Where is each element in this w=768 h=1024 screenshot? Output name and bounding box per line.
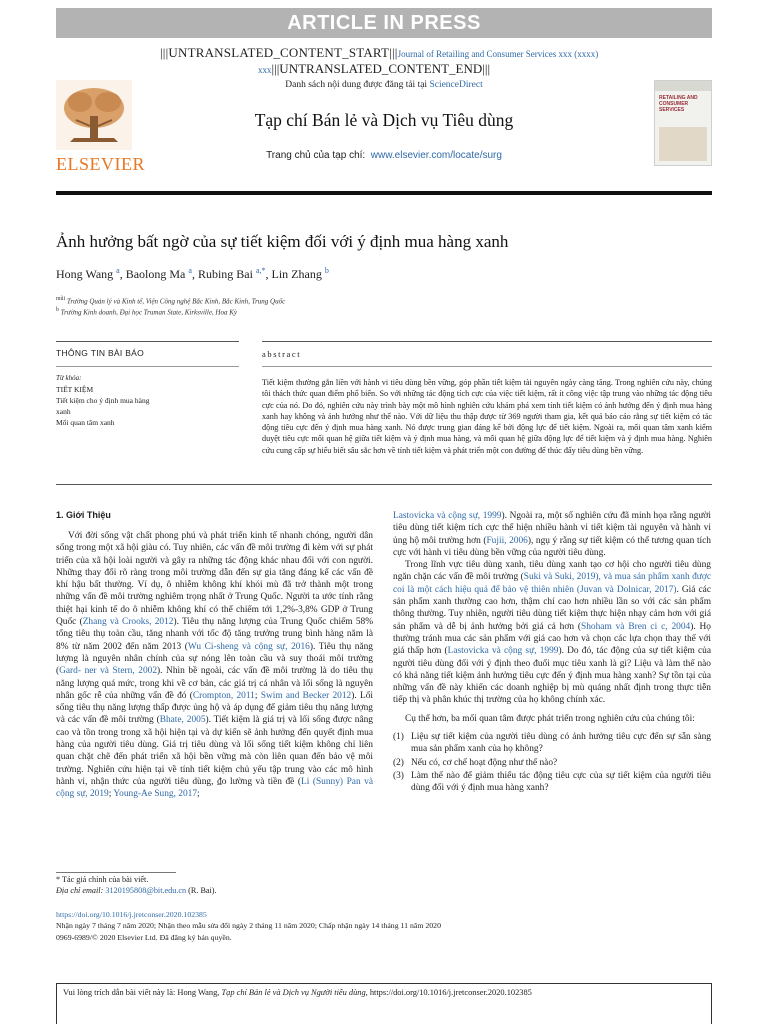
journal-header — [56, 76, 712, 182]
list-item-number: (3) — [393, 770, 404, 781]
author-affiliation-mark[interactable]: a — [116, 266, 120, 275]
list-item — [393, 770, 711, 795]
intro-left-column — [56, 530, 373, 801]
doi-link[interactable]: https://doi.org/10.1016/j.jretconser.2020.102385 — [56, 910, 207, 919]
abstract-heading: abstract — [262, 349, 302, 359]
author-list: Hong Wang $^a$, Baolong Ma $^a$, Rubing Bai $^{a,*}$, Lin Zhang $^b$ — [56, 266, 329, 281]
keywords-label: Từ khóa: — [56, 374, 82, 382]
received-dates: Nhận ngày 7 tháng 7 năm 2020; Nhận theo mẫu sửa đổi ngày 2 tháng 11 năm 2020; Chấp nhận ngày 14 tháng 11 năm 2020 — [56, 921, 441, 930]
article-in-press-banner: ARTICLE IN PRESS — [56, 8, 712, 38]
copyright-line: 0969-6989/© 2020 Elsevier Ltd. Đã đăng ký bản quyền. — [56, 933, 232, 942]
article-info-heading: THÔNG TIN BÀI BÁO — [56, 348, 145, 358]
cover-title: RETAILING AND CONSUMER SERVICES — [659, 95, 698, 113]
email-note — [56, 885, 217, 896]
untranslated-line-top — [160, 46, 620, 61]
untranslated-end-marker: |||UNTRANSLATED_CONTENT_END||| — [271, 61, 491, 76]
author-name[interactable]: Rubing Bai — [197, 267, 253, 281]
citation-link[interactable]: Shoham và Bren ci c, 2004 — [581, 621, 691, 632]
citation-prefix: Vui lòng trích dẫn bài viết này là: Hong Wang, — [63, 988, 220, 997]
intro-paragraph: Cụ thể hơn, ba mối quan tâm được phát triển trong nghiên cứu của chúng tôi: — [405, 713, 695, 724]
citation-link[interactable]: Gard- ner và Stern, 2002 — [59, 666, 158, 677]
header-divider — [56, 191, 712, 195]
keyword: TIẾT KIỆM — [56, 385, 94, 394]
citation-link[interactable]: Bhate, 2005 — [159, 715, 206, 726]
journal-citation-link[interactable]: Journal of Retailing and Consumer Services xxx (xxxx) — [397, 49, 599, 59]
list-item-text: Làm thế nào để giảm thiểu tác động tiêu cực của sự tiết kiệm của người tiêu dùng đối với ý định mua hàng xanh? — [411, 770, 711, 794]
journal-title: Tạp chí Bán lẻ và Dịch vụ Tiêu dùng — [254, 110, 514, 130]
citation-box — [56, 983, 712, 1024]
footnote-rule — [56, 872, 176, 873]
list-item — [393, 757, 711, 769]
email-suffix: (R. Bai). — [188, 886, 217, 895]
contents-list-line — [56, 80, 712, 90]
abstract-text: Tiết kiệm thường gắn liền với hành vi tiêu dùng bền vững, góp phần tiết kiệm tài nguyên ngày càng tăng. Trong nghiên cứu này, chúng tôi thách thức quan điểm phổ biến. So với những tác động tích cực của việc tiết kiệm, rất ít công việc tập trung vào những tác động tiêu cực của nó. Do đó, nghiên cứu này trình bày một mô hình nghiên cứu khám phá xem tính tiết kiệm có ảnh hưởng đến ý định mua hàng xanh hay không và ảnh hưởng như thế nào. Với dữ liệu thu thập được từ 369 người tham gia, kết quả báo cáo rằng sự tiết kiệm có tác động tiêu cực đến ý định mua hàng xanh. Nó được trung gian đáng kể bởi động lực để tiết kiệm. Ngoài ra, mối quan tâm xanh kiểm duyệt tiêu cực mối quan hệ giữa tiết kiệm và ý định mua hàng, và mối quan hệ giữa động lực để tiết kiệm và ý định mua hàng. Nghiên cứu cung cấp sự hiểu biết sâu sắc hơn về tính tiết kiệm và phát triển một con đường để thúc đẩy tiêu dùng bền vững. — [262, 378, 712, 455]
citation-link[interactable]: Crompton, 2011 — [192, 690, 255, 701]
contents-prefix: Danh sách nội dung được đăng tải tại — [285, 80, 428, 90]
list-item-text: Nếu có, cơ chế hoạt động như thế nào? — [411, 757, 558, 768]
section-heading-introduction: 1. Giới Thiệu — [56, 510, 111, 520]
keyword: xanh — [56, 407, 71, 416]
corresponding-author-note: * Tác giả chính của bài viết. — [56, 875, 149, 884]
citation-doi[interactable]: , https://doi.org/10.1016/j.jretconser.2020.102385 — [365, 988, 532, 997]
affiliation-b — [56, 307, 237, 316]
intro-paragraph: Lastovicka và cộng sự, 1999). Ngoài ra, một số nghiên cứu đã minh họa rằng người tiêu dùng tiết kiệm tích cực thể hiện nhiều hành vi tiết kiệm tài nguyên và hành vi ủng hộ môi trường hơn (Fujii, 2006), ngụ ý rằng sự tiết kiệm có thể tương quan tích cực với hành vi tiêu dùng bền vững của người tiêu dùng. — [393, 511, 711, 558]
abstract-bottom-rule — [56, 484, 712, 485]
citation-link[interactable]: Li (Sunny) Pan và cộng sự, 2019 — [56, 776, 374, 800]
affiliation-text: Trường Kinh doanh, Đại học Truman State, Kirksville, Hoa Kỳ — [60, 308, 238, 317]
homepage-link[interactable]: www.elsevier.com/locate/surg — [370, 150, 502, 161]
author-affiliation-mark[interactable]: b — [324, 266, 329, 275]
intro-paragraph: Trong lĩnh vực tiêu dùng xanh, tiêu dùng xanh tạo cơ hội cho người tiêu dùng ngăn chặn các vấn đề môi trường (Suki và Suki, 2019), và mua sản phẩm xanh được coi là một cách hiệu quả để bảo vệ thiên nhiên (Juvan và Dolnicar, 2017). Giá các sản phẩm xanh thường cao hơn, thậm chí cao hơn nhiều lần so với các sản phẩm thông thường. Tuy nhiên, người tiêu dùng tiết kiệm thực hiện nhạy cảm hơn với giá sản phẩm và dễ bị ảnh hưởng bởi giá cả hơn (Shoham và Bren ci c, 2004). Họ thường tránh mua các sản phẩm với giá cao hơn và chọn các lựa chọn thay thế với giá thấp hơn (Lastovicka và cộng sự, 1999). Do đó, tác động của sự tiết kiệm của người tiêu dùng đối với ý định theo đuổi mục tiêu xanh là gì? Liệu và làm thế nào có khả năng tiết kiệm ảnh hưởng tiêu cực đến ý định mua hàng xanh? Sự tồn tại của những vấn đề này khiến các doanh nghiệp bị mù quáng nhất định trong thực tiễn tiếp thị và phân khúc thị trường của họ không chính xác. — [393, 560, 711, 706]
citation-link[interactable]: Young-Ae Sung, 2017 — [113, 789, 198, 800]
affiliation-mark: mũi — [56, 296, 66, 302]
list-item-text: Liệu sự tiết kiệm của người tiêu dùng có ảnh hưởng tiêu cực đến sự sẵn sàng mua sản phẩm xanh của họ không? — [411, 732, 711, 755]
affiliation-mark: b — [56, 307, 59, 313]
abstract-inner-rule — [262, 366, 712, 367]
list-item — [393, 731, 711, 756]
untranslated-prefix: xxx — [258, 65, 272, 75]
citation-link[interactable]: Zhang và Crooks, 2012 — [82, 617, 174, 628]
journal-homepage-line — [56, 150, 712, 161]
list-item-number: (1) — [393, 732, 404, 743]
citation-link[interactable]: Lastovicka và cộng sự, 1999 — [393, 511, 502, 521]
author-name[interactable]: Lin Zhang — [271, 267, 322, 281]
list-item-number: (2) — [393, 757, 404, 768]
research-questions-list — [393, 731, 711, 794]
email-link[interactable]: 3120195808@bit.edu.cn — [105, 886, 187, 895]
affiliation-text: Trường Quản lý và Kinh tế, Viện Công nghệ Bắc Kinh, Bắc Kinh, Trung Quốc — [66, 297, 286, 306]
untranslated-line-bottom — [258, 62, 490, 77]
affiliation-a — [56, 296, 285, 305]
author-affiliation-mark[interactable]: a,* — [255, 266, 266, 275]
citation-link[interactable]: Wu Ci-sheng và cộng sự, 2016 — [187, 641, 310, 652]
intro-paragraph: Với đời sống vật chất phong phú và phát triển kinh tế nhanh chóng, người dân sống trong một xã hội giàu có. Tuy nhiên, các vấn đề môi trường đi kèm với sự phát triển của xã hội loài người và gây ra những tác động khác nhau đối với con người. Những thay đổi rõ ràng trong môi trường dẫn đến sự gia tăng đáng kể các vấn đề khí hậu bất thường. Ví dụ, ô nhiễm không khí khói mù đã trở thành một trong những vấn đề môi trường nghiêm trọng nhất ở Trung Quốc. Người ta ước tính rằng thiệt hại kinh tế do ô nhiễm không khí có thể chiếm tới 1,2%-3,8% GDP ở Trung Quốc (Zhang và Crooks, 2012). Tiêu thụ năng lượng của Trung Quốc chiếm 58% tổng tiêu thụ toàn cầu, tăng nhanh với tốc độ tăng trưởng trung bình hàng năm là 8% từ năm 2002 đến năm 2013 (Wu Ci-sheng và cộng sự, 2016). Tiêu thụ năng lượng là nguyên nhân chính của sự nóng lên toàn cầu và suy thoái môi trường (Gard- ner và Stern, 2002). Nhìn bề ngoài, các vấn đề môi trường là do tiêu thụ năng lượng quá mức, trong khi về cơ bản, các giá trị cá nhân và lối sống là nguyên nhân gốc rễ của những vấn đề đó (Crompton, 2011; Swim and Becker 2012). Lối sống tiêu thụ năng lượng thấp được ủng hộ và áp dụng để giảm tiêu thụ năng lượng và các vấn đề môi trường (Bhate, 2005). Tiết kiệm là giá trị và lối sống được nâng cao và tồn trong trong xã hội hiện tại và dự kiến sẽ ảnh hưởng đến quyết định mua hàng của người tiêu dùng. Giá trị tiêu dùng và lối sống tiết kiệm không chỉ liên quan chặt chẽ đến phát triển xã hội bền vững mà còn liên quan đến bảo vệ môi trường. Nghiên cứu hiện tại về tính tiết kiệm chủ yếu tập trung vào các mô hình hành vi, nhận thức của người tiêu dùng, ₫o lường và tiền đề (Li (Sunny) Pan và cộng sự, 2019; Young-Ae Sung, 2017; — [56, 531, 374, 800]
citation-link[interactable]: Lastovicka và cộng sự, 1999 — [447, 646, 559, 657]
abstract-top-rule — [262, 341, 712, 342]
author-affiliation-mark[interactable]: a — [188, 266, 192, 275]
citation-link[interactable]: Suki và Suki, 2019), và mua sản phẩm xanh được coi là một cách hiệu quả để bảo vệ thiên nhiên (Juvan và Dolnicar, 2017) — [393, 572, 711, 595]
author-name[interactable]: Hong Wang — [56, 267, 114, 281]
info-inner-rule — [56, 366, 239, 367]
citation-link[interactable]: Swim and Becker 2012 — [260, 690, 352, 701]
info-top-rule — [56, 341, 239, 342]
cover-image — [659, 127, 707, 161]
citation-journal: Tạp chí Bán lẻ và Dịch vụ Người tiêu dùng — [221, 988, 366, 997]
intro-right-column — [393, 510, 711, 796]
untranslated-start-marker: |||UNTRANSLATED_CONTENT_START||| — [160, 45, 398, 60]
keyword: Tiết kiệm cho ý định mua hàng — [56, 396, 150, 405]
cover-stripe — [655, 81, 711, 91]
citation-link[interactable]: Fujii, 2006 — [486, 535, 528, 546]
author-name[interactable]: Baolong Ma — [125, 267, 186, 281]
keyword: Mối quan tâm xanh — [56, 418, 115, 427]
email-label: Địa chỉ email: — [56, 886, 104, 895]
elsevier-logo: ELSEVIER — [56, 154, 145, 174]
journal-cover-thumbnail — [654, 80, 712, 166]
article-title: Ảnh hưởng bất ngờ của sự tiết kiệm đối với ý định mua hàng xanh — [56, 232, 509, 251]
homepage-label: Trang chủ của tạp chí: — [266, 150, 366, 161]
sciencedirect-link[interactable]: ScienceDirect — [429, 80, 483, 90]
